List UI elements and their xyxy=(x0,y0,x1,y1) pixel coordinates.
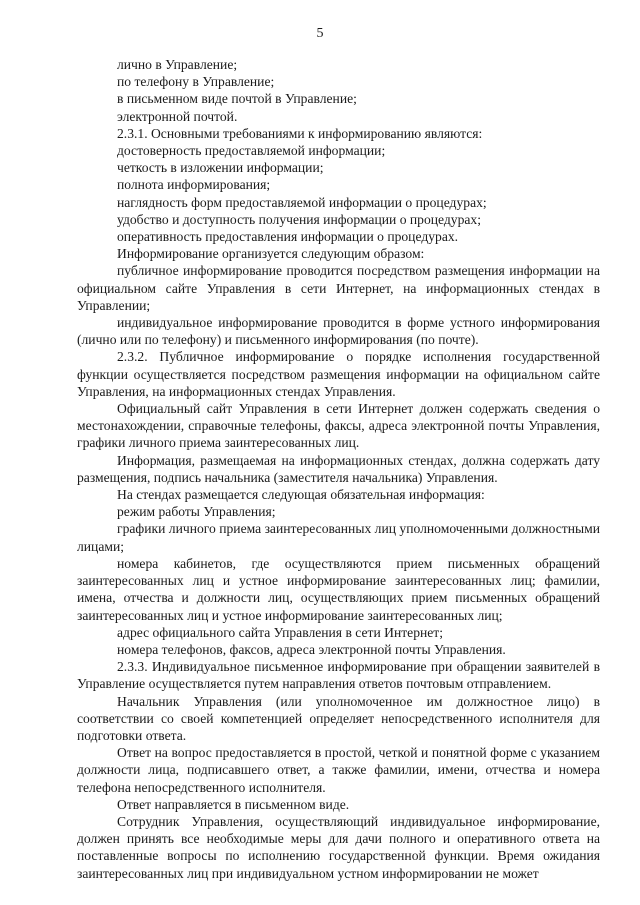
paragraph: режим работы Управления; xyxy=(117,504,276,520)
paragraph: четкость в изложении информации; xyxy=(117,160,324,176)
paragraph: публичное информирование проводится посредством размещения информации на официальном сайте Управления в сети Интернет, на информационных стендах в Управлении; xyxy=(77,263,600,313)
paragraph: электронной почтой. xyxy=(117,108,238,124)
paragraph: Ответ направляется в письменном виде. xyxy=(117,796,350,812)
paragraph: достоверность предоставляемой информации; xyxy=(117,143,386,159)
paragraph: Официальный сайт Управления в сети Интернет должен содержать сведения о местонахождении, справочные телефоны, факсы, адреса электронной почты Управления, графики личного приема заинтересованных лиц. xyxy=(77,401,600,451)
paragraph: 2.3.3. Индивидуальное письменное информирование при обращении заявителей в Управление осуществляется путем направления ответов почтовым отправлением. xyxy=(77,659,600,692)
paragraph: номера кабинетов, где осуществляются прием письменных обращений заинтересованных лиц и устное информирование заинтересованных лиц; фамилии, имена, отчества и должности лиц, осуществляющих прием письменных обращений заинтересованных лиц и устное информирование заинтересованных лиц; xyxy=(77,555,600,623)
paragraph: Начальник Управления (или уполномоченное им должностное лицо) в соответствии со своей компетенцией определяет непосредственного исполнителя для подготовки ответа. xyxy=(77,693,600,743)
paragraph: оперативность предоставления информации о процедурах. xyxy=(117,229,459,245)
paragraph: адрес официального сайта Управления в сети Интернет; xyxy=(117,624,444,640)
paragraph: номера телефонов, факсов, адреса электронной почты Управления. xyxy=(117,641,506,657)
paragraph: 2.3.2. Публичное информирование о порядке исполнения государственной функции осуществляется посредством размещения информации на официальном сайте Управления, на информационных стендах Управления. xyxy=(77,349,600,399)
paragraph: На стендах размещается следующая обязательная информация: xyxy=(117,487,485,503)
paragraph: Информирование организуется следующим образом: xyxy=(117,246,425,262)
paragraph: по телефону в Управление; xyxy=(117,74,275,90)
paragraph: наглядность форм предоставляемой информации о процедурах; xyxy=(117,194,487,210)
paragraph: лично в Управление; xyxy=(117,57,238,72)
paragraph: в письменном виде почтой в Управление; xyxy=(117,91,357,107)
paragraph: удобство и доступность получения информации о процедурах; xyxy=(117,211,482,227)
paragraph: Информация, размещаемая на информационных стендах, должна содержать дату размещения, подпись начальника (заместителя начальника) Управления. xyxy=(77,452,600,485)
document-body xyxy=(77,56,600,882)
paragraph: Ответ на вопрос предоставляется в простой, четкой и понятной форме с указанием должности лица, подписавшего ответ, а также фамилии, имени, отчества и номера телефона непосредственного исполнителя. xyxy=(77,745,600,795)
page-number: 5 xyxy=(316,26,324,41)
paragraph: графики личного приема заинтересованных лиц уполномоченными должностными лицами; xyxy=(77,521,600,554)
paragraph: 2.3.1. Основными требованиями к информированию являются: xyxy=(117,125,483,141)
paragraph: Сотрудник Управления, осуществляющий индивидуальное информирование, должен принять все необходимые меры для дачи полного и оперативного ответа на поставленные вопросы по исполнению государственной функции. Время ожидания заинтересованных лиц при индивидуальном устном информировании не может xyxy=(77,813,600,881)
paragraph: полнота информирования; xyxy=(117,177,271,193)
paragraph: индивидуальное информирование проводится в форме устного информирования (лично или по телефону) и письменного информирования (по почте). xyxy=(77,315,600,348)
